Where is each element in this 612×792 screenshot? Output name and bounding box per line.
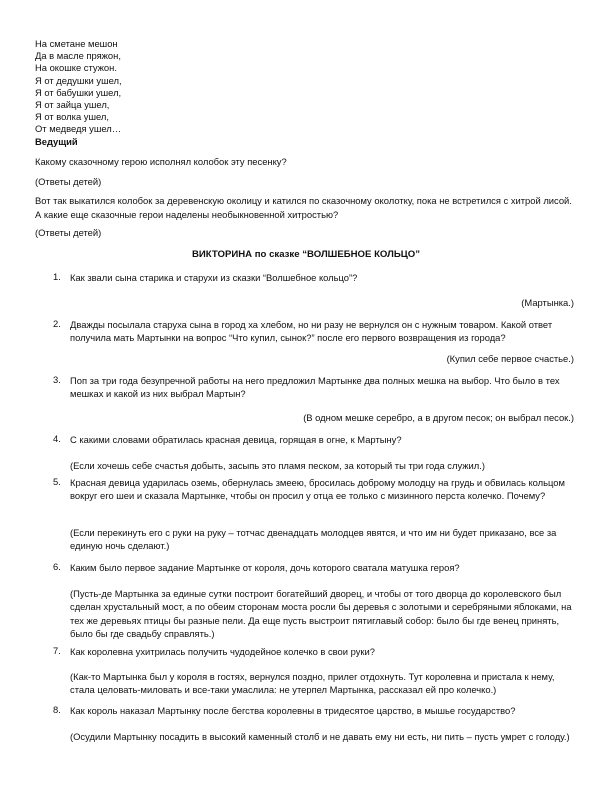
question-answer: (Если перекинуть его с руки на руку – тотчас двенадцать молодцев явятся, и что им ни будет приказано, все за единую ночь сделают.) xyxy=(70,527,557,552)
speaker-label: Ведущий xyxy=(35,135,78,147)
question-answer: (Осудили Мартынку посадить в высокий каменный столб и не давать ему ни есть, ни пить – пусть умрет с голоду.) xyxy=(70,731,570,742)
intro-question: Какому сказочному герою исполнял колобок эту песенку? xyxy=(35,156,287,167)
question-number: 4. xyxy=(53,433,61,444)
intro-answers-note: (Ответы детей) xyxy=(35,176,102,187)
question-number: 6. xyxy=(53,561,61,572)
question-text: Каким было первое задание Мартынке от короля, дочь которого сватала матушка героя? xyxy=(70,562,460,573)
question-text: С какими словами обратилась красная девица, горящая в огне, к Мартыну? xyxy=(70,434,402,445)
question-number: 7. xyxy=(53,645,61,656)
intro-answers-note: (Ответы детей) xyxy=(35,227,102,238)
question-text: Дважды посылала старуха сына в город ха хлебом, но ни разу не вернулся он с нужным товаром. Какой ответ получила мать Мартынки на вопрос “Что купил, сынок?” после его первого возвращения из города? xyxy=(70,319,553,344)
question-text: Как звали сына старика и старухи из сказки “Волшебное кольцо”? xyxy=(70,272,358,283)
question-answer: (Как-то Мартынка был у короля в гостях, вернулся поздно, прилег отдохнуть. Тут королевна и пристала к нему, стала целовать-миловать и все-таки умаслила: не утерпел Мартынка, рассказал ей про колечко.) xyxy=(70,671,555,696)
poem-line: Я от волка ушел, xyxy=(35,111,109,123)
question-text: Красная девица ударилась оземь, обернулась змеею, бросилась доброму молодцу на грудь и обвилась кольцом вокруг его шеи и сказала Мартынке, чтобы он просил у отца ее только с мизинного перста колечко. Почему? xyxy=(70,477,565,502)
poem-line: Я от бабушки ушел, xyxy=(35,86,122,98)
poem-block xyxy=(35,38,122,148)
question-number: 1. xyxy=(53,271,61,282)
poem-line: На окошке стужон. xyxy=(35,62,117,74)
question-answer: (Если хочешь себе счастья добыть, засыпь это пламя песком, за который ты три года служил.) xyxy=(70,460,485,471)
question-answer: (Пусть-де Мартынка за единые сутки построит богатейший дворец, и чтобы от того дворца до королевского был сделан хрустальный мост, а по обеим сторонам моста росли бы деревья с золотыми и серебряными яблоками, на тех же деревьях птицы бы разные пели. Да еще пусть выстроит пятиглавый собор: было бы где венец принять, было бы где свадьбу справлять.) xyxy=(70,588,572,640)
intro-paragraph: Вот так выкатился колобок за деревенскую околицу и катился по сказочному околотку, пока не встретился с хитрой лисой. А какие еще сказочные герои наделены необыкновенной хитростью? xyxy=(35,195,572,220)
poem-line: Да в масле пряжон, xyxy=(35,50,121,62)
question-answer: (Купил себе первое счастье.) xyxy=(446,353,574,364)
poem-line: На сметане мешон xyxy=(35,38,118,49)
question-answer: (Мартынка.) xyxy=(521,297,574,308)
question-text: Как королевна ухитрилась получить чудодейное колечко в свои руки? xyxy=(70,646,375,657)
question-number: 8. xyxy=(53,704,61,715)
question-answer: (В одном мешке серебро, а в другом песок; он выбрал песок.) xyxy=(303,412,574,423)
question-number: 5. xyxy=(53,476,61,487)
quiz-title: ВИКТОРИНА по сказке “ВОЛШЕБНОЕ КОЛЬЦО” xyxy=(191,249,421,260)
poem-line: Я от дедушки ушел, xyxy=(35,74,122,86)
question-text: Как король наказал Мартынку после бегства королевны в тридесятое царство, в мышье государство? xyxy=(70,705,516,716)
question-text: Поп за три года безупречной работы на него предложил Мартынке два полных мешка на выбор. Что было в тех мешках и какой из них выбрал Мартын? xyxy=(70,375,560,400)
question-number: 3. xyxy=(53,374,61,385)
poem-line: От медведя ушел… xyxy=(35,123,122,135)
poem-line: Я от зайца ушел, xyxy=(35,99,110,111)
question-number: 2. xyxy=(53,318,61,329)
